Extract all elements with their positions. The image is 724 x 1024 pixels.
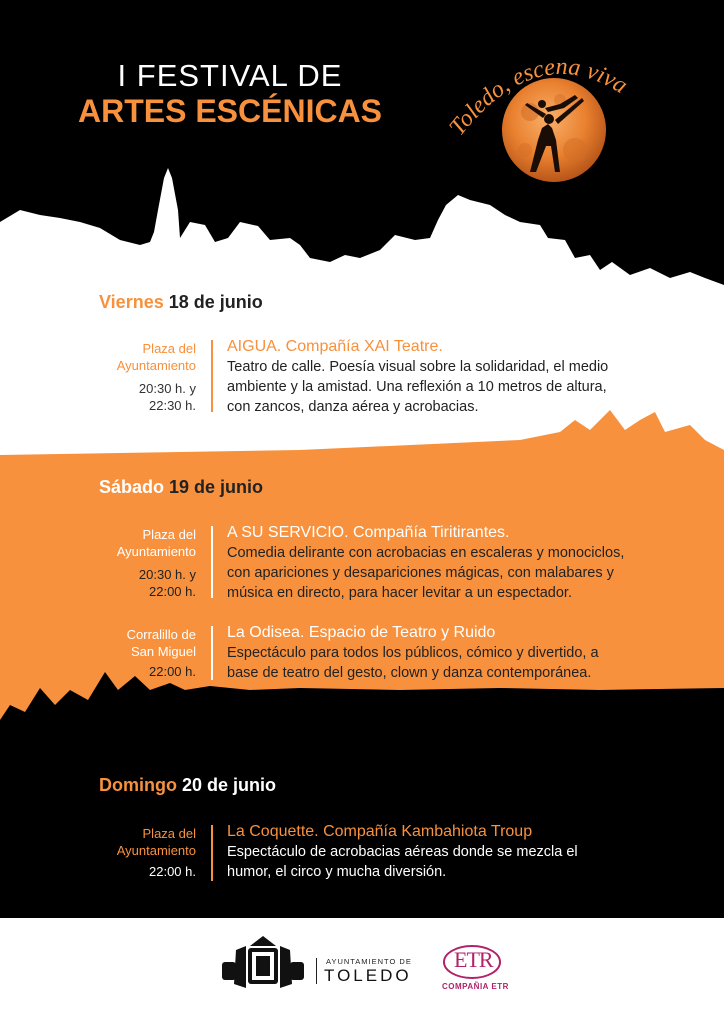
event-divider: [211, 526, 213, 598]
event-body: [227, 821, 697, 882]
day-date: 18 de junio: [168, 292, 263, 312]
day-heading-domingo: [99, 775, 276, 796]
event-desc-line: base de teatro del gesto, clown y danza contemporánea.: [227, 665, 592, 681]
event-time: 22:00 h.: [149, 864, 196, 879]
day-date: 19 de junio: [169, 477, 264, 497]
festival-title-line2: ARTES ESCÉNICAS: [77, 93, 383, 129]
event-desc-line: Espectáculo de acrobacias aéreas donde se mezcla el: [227, 844, 578, 860]
day-heading-sabado: [99, 477, 263, 498]
event-desc-line: con apariciones y desapariciones mágicas, con malabares y: [227, 565, 614, 581]
event-aigua: [100, 338, 700, 415]
festival-logo: [440, 22, 680, 172]
event-time: 20:30 h. y 22:30 h.: [138, 381, 196, 413]
event-la-odisea: [100, 626, 700, 680]
event-divider: [211, 825, 213, 881]
toledo-label: TOLEDO: [324, 966, 412, 985]
day-name: Sábado: [99, 477, 165, 497]
event-a-su-servicio: [100, 524, 700, 601]
event-body: [227, 336, 697, 417]
event-desc-line: humor, el circo y mucha diversión.: [227, 864, 447, 880]
event-body: [227, 622, 697, 683]
day-heading-viernes: [99, 292, 263, 313]
event-desc-line: con zancos, danza aérea y acrobacias.: [227, 399, 479, 415]
event-desc-line: música en directo, para hacer levitar a un espectador.: [227, 585, 572, 601]
event-title: La Coquette. Compañía Kambahiota Troup: [227, 823, 533, 840]
event-venue: Corralillo de San Miguel: [126, 627, 196, 659]
ayuntamiento-label: AYUNTAMIENTO DE: [326, 957, 412, 966]
svg-text:Toledo, escena viva: [445, 54, 632, 141]
event-divider: [211, 340, 213, 412]
etr-logo-mark: ETR: [454, 947, 493, 972]
event-time: 22:00 h.: [149, 664, 196, 679]
event-venue: Plaza del Ayuntamiento: [116, 341, 196, 373]
event-desc-line: Comedia delirante con acrobacias en escaleras y monociclos,: [227, 545, 625, 561]
event-title: A SU SERVICIO. Compañía Tiritirantes.: [227, 524, 510, 541]
event-title: AIGUA. Compañía XAI Teatre.: [227, 338, 443, 355]
day-name: Viernes: [99, 292, 164, 312]
logo-slogan: Toledo, escena viva: [444, 54, 632, 141]
footer-divider: [316, 958, 317, 984]
day-date: 20 de junio: [182, 775, 277, 795]
event-title: La Odisea. Espacio de Teatro y Ruido: [227, 624, 496, 641]
event-venue: Plaza del Ayuntamiento: [116, 826, 196, 858]
etr-company-label: COMPAÑIA ETR: [442, 982, 509, 991]
event-desc-line: Teatro de calle. Poesía visual sobre la solidaridad, el medio: [227, 359, 609, 375]
festival-title-line1: I FESTIVAL DE: [117, 58, 343, 93]
event-venue: Plaza del Ayuntamiento: [116, 527, 196, 559]
day-name: Domingo: [99, 775, 177, 795]
event-la-coquette: [100, 825, 700, 881]
event-desc-line: ambiente y la amistad. Una reflexión a 10 metros de altura,: [227, 379, 607, 395]
event-body: [227, 522, 697, 603]
event-divider: [211, 626, 213, 680]
event-time: 20:30 h. y 22:00 h.: [138, 567, 196, 599]
event-desc-line: Espectáculo para todos los públicos, cómico y divertido, a: [227, 645, 599, 661]
